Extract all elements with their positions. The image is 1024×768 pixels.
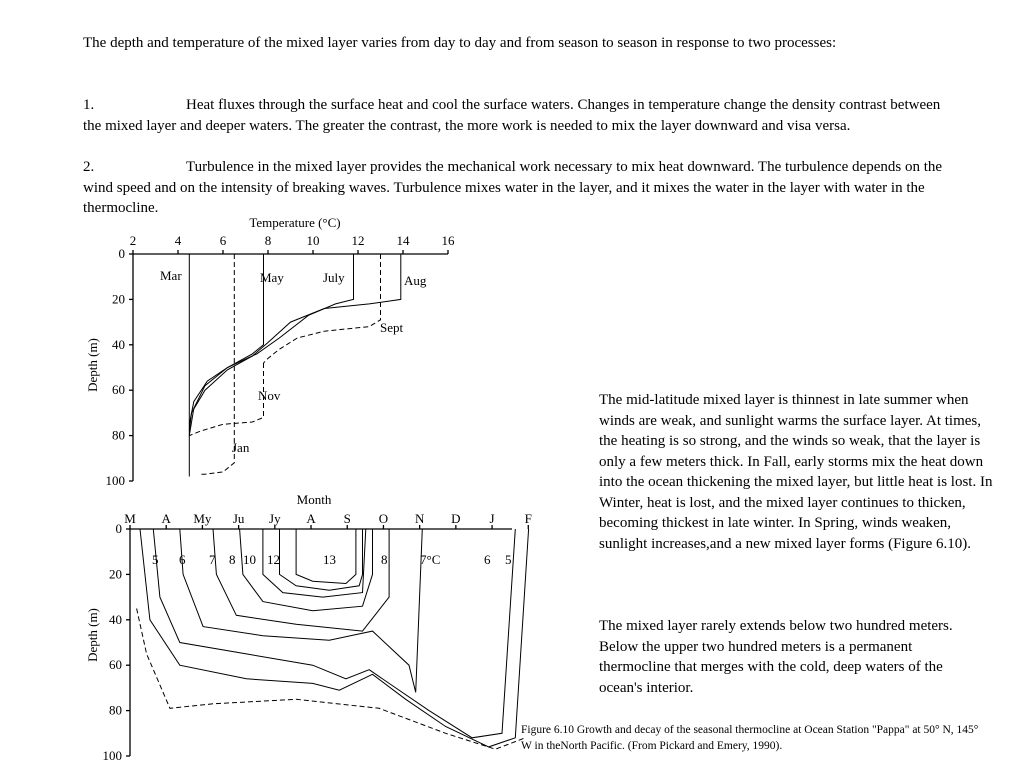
side-paragraph: The mid-latitude mixed layer is thinnest in late summer when winds are weak, and sunlight warms the surface layer. At times, the heating is so strong, and the winds so weak, that the layer is only a few meters thick. In Fall, early storms mix the heat down into the ocean thickening the mixed layer, but little heat is lost. In Winter, heat is lost, and the mixed layer continues to thicken, becoming thickest in late winter. In Spring, winds weaken, sunlight increases,and a new mixed layer forms (Figure 6.10). bbox=[599, 392, 993, 552]
y-tick-label: 100 bbox=[102, 748, 122, 763]
list-item-number: 2. bbox=[83, 159, 95, 175]
figure-caption: Figure 6.10 Growth and decay of the seasonal thermocline at Ocean Station "Pappa" at 50° N, 145° W in theNorth Pacific. (From Pickard and Emery, 1990). bbox=[521, 724, 979, 752]
y-tick-label: 40 bbox=[109, 611, 122, 627]
series-label: Mar bbox=[160, 268, 182, 283]
y-tick-label: 40 bbox=[112, 336, 125, 352]
series-label: Jan bbox=[232, 440, 250, 455]
contour-label: 6 bbox=[179, 552, 186, 567]
y-axis-label: Depth (m) bbox=[85, 608, 100, 662]
x-tick-label: Ju bbox=[232, 511, 245, 526]
contour-line bbox=[280, 529, 363, 590]
contour-label: 10 bbox=[243, 552, 256, 567]
y-tick-label: 100 bbox=[105, 473, 125, 488]
x-tick-label: 12 bbox=[351, 233, 365, 248]
series-label: Sept bbox=[380, 320, 404, 335]
x-tick-label: 6 bbox=[219, 233, 227, 248]
y-tick-label: 80 bbox=[112, 427, 125, 443]
x-tick-label: A bbox=[306, 511, 316, 526]
series-line bbox=[189, 254, 263, 436]
x-tick-label: 16 bbox=[441, 233, 455, 248]
y-tick-label: 20 bbox=[109, 566, 122, 582]
series-label: Aug bbox=[404, 273, 427, 288]
intro-paragraph: The depth and temperature of the mixed layer varies from day to day and from season to season in response to two processes: bbox=[83, 35, 837, 51]
x-tick-label: M bbox=[124, 511, 136, 526]
temperature-profile-chart bbox=[85, 215, 455, 488]
series-line bbox=[189, 363, 263, 436]
list-item-text: Turbulence in the mixed layer provides the mechanical work necessary to mix heat downward. The turbulence depends on the wind speed and on the intensity of breaking waves. Turbulence mixes water in the layer, and it mixes the water in the layer with water in the thermocline. bbox=[83, 159, 943, 216]
side-paragraph: The mixed layer rarely extends below two hundred meters. Below the upper two hundred meters is a permanent thermocline that merges with the cold, deep waters of the ocean's interior. bbox=[599, 618, 953, 696]
series-line bbox=[201, 254, 235, 474]
x-tick-label: Jy bbox=[269, 511, 281, 526]
contour-label: 5 bbox=[505, 552, 512, 567]
x-tick-label: 4 bbox=[174, 233, 182, 248]
contour-label: 7°C bbox=[420, 552, 441, 567]
x-tick-label: My bbox=[193, 511, 212, 526]
contour-label: 6 bbox=[484, 552, 491, 567]
x-tick-label: 2 bbox=[129, 233, 137, 248]
x-tick-label: N bbox=[414, 511, 425, 526]
x-tick-label: F bbox=[524, 511, 532, 526]
x-tick-label: 8 bbox=[264, 233, 272, 248]
list-item-number: 1. bbox=[83, 97, 95, 113]
x-tick-label: O bbox=[378, 511, 389, 526]
series-label: July bbox=[323, 270, 345, 285]
y-tick-label: 0 bbox=[115, 521, 122, 536]
contour-line bbox=[240, 529, 373, 611]
contour-label: 5 bbox=[152, 552, 159, 567]
contour-label: 12 bbox=[267, 552, 280, 567]
y-tick-label: 0 bbox=[118, 246, 125, 261]
x-tick-label: J bbox=[489, 511, 495, 526]
x-axis-label: Temperature (°C) bbox=[249, 215, 341, 230]
list-item-text: Heat fluxes through the surface heat and cool the surface waters. Changes in temperature change the density contrast between the mixed layer and deeper waters. The greater the contrast, the more work is needed to mix the layer downward and visa versa. bbox=[83, 97, 941, 134]
x-tick-label: 10 bbox=[306, 233, 320, 248]
x-tick-label: 14 bbox=[396, 233, 410, 248]
x-tick-label: D bbox=[451, 511, 461, 526]
x-tick-label: S bbox=[343, 511, 351, 526]
y-axis-label: Depth (m) bbox=[85, 338, 100, 392]
y-tick-label: 60 bbox=[109, 657, 122, 673]
y-tick-label: 20 bbox=[112, 291, 125, 307]
contour-label: 8 bbox=[381, 552, 388, 567]
seasonal-contour-chart bbox=[85, 492, 532, 763]
contour-label: 7 bbox=[209, 552, 216, 567]
y-tick-label: 60 bbox=[112, 382, 125, 398]
series-label: May bbox=[260, 270, 284, 285]
x-axis-label: Month bbox=[296, 492, 332, 507]
y-tick-label: 80 bbox=[109, 702, 122, 718]
x-tick-label: A bbox=[161, 511, 171, 526]
series-label: Nov bbox=[258, 388, 281, 403]
contour-label: 8 bbox=[229, 552, 236, 567]
contour-line bbox=[137, 609, 526, 750]
contour-label: 13 bbox=[323, 552, 336, 567]
series-line bbox=[189, 254, 400, 431]
